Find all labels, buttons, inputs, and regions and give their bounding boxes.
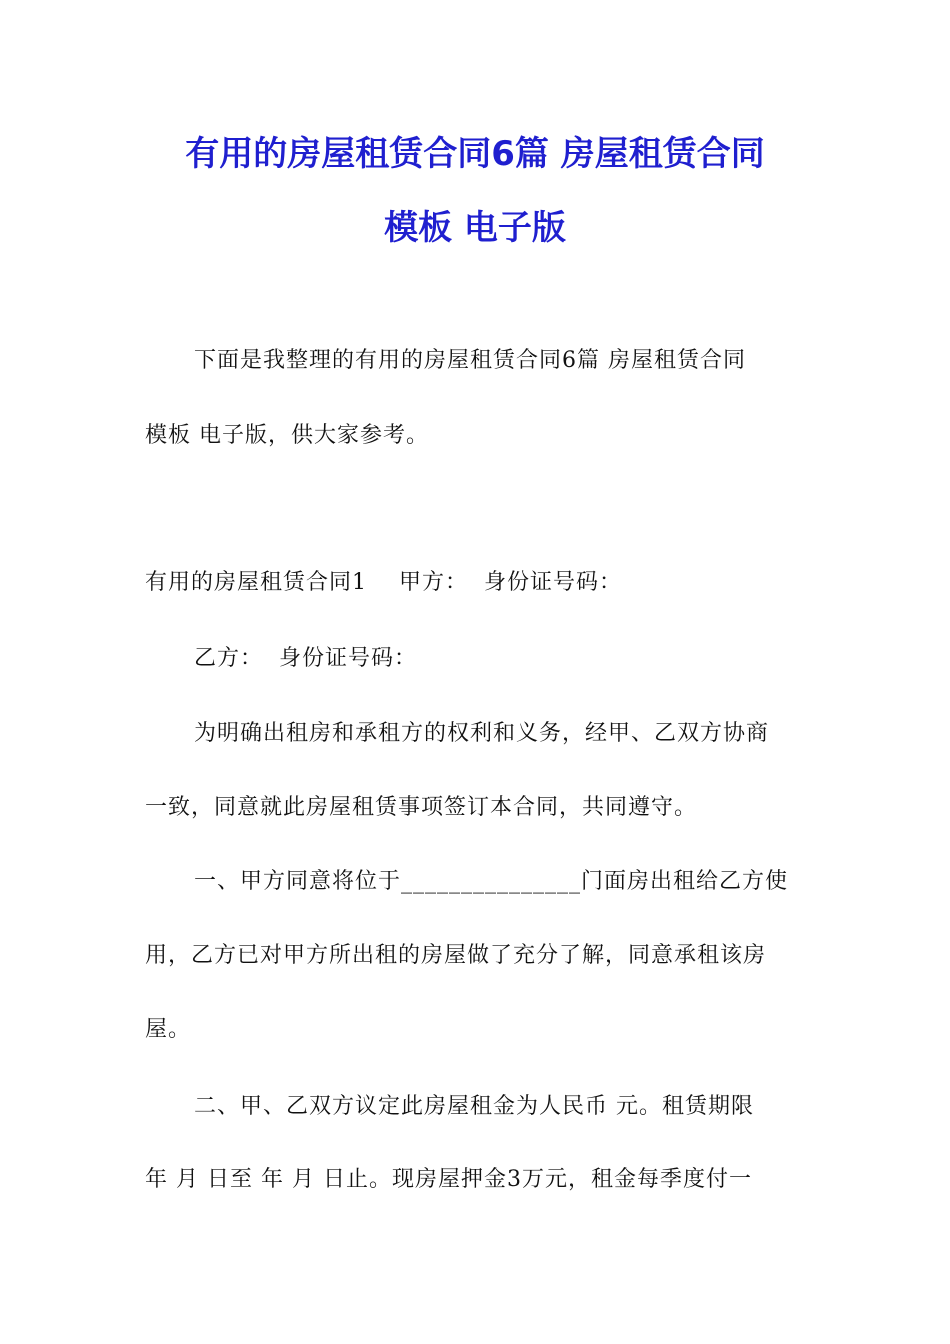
intro-paragraph-line-1: 下面是我整理的有用的房屋租赁合同6篇 房屋租赁合同 <box>194 348 746 373</box>
document-title-line-1: 有用的房屋租赁合同6篇 房屋租赁合同 <box>185 134 765 174</box>
intro-paragraph-line-2: 模板 电子版，供大家参考。 <box>145 423 429 448</box>
purpose-paragraph-line-1: 为明确出租房和承租方的权利和义务，经甲、乙双方协商 <box>194 721 770 746</box>
document-title-line-2: 模板 电子版 <box>384 208 566 248</box>
clause-1-line-2: 用，乙方已对甲方所出租的房屋做了充分了解，同意承租该房 <box>145 943 767 968</box>
clause-2-line-2: 年 月 日至 年 月 日止。现房屋押金3万元，租金每季度付一 <box>145 1167 752 1192</box>
clause-2-line-1: 二、甲、乙双方议定此房屋租金为人民币 元。租赁期限 <box>194 1094 754 1119</box>
clause-1-line-1: 一、甲方同意将位于_______________门面房出租给乙方使 <box>194 869 789 894</box>
purpose-paragraph-line-2: 一致，同意就此房屋租赁事项签订本合同，共同遵守。 <box>145 795 698 820</box>
clause-1-line-3: 屋。 <box>145 1017 192 1042</box>
party-b-line: 乙方： 身份证号码： <box>194 646 417 671</box>
contract-heading: 有用的房屋租赁合同1 甲方： 身份证号码： <box>145 570 622 595</box>
